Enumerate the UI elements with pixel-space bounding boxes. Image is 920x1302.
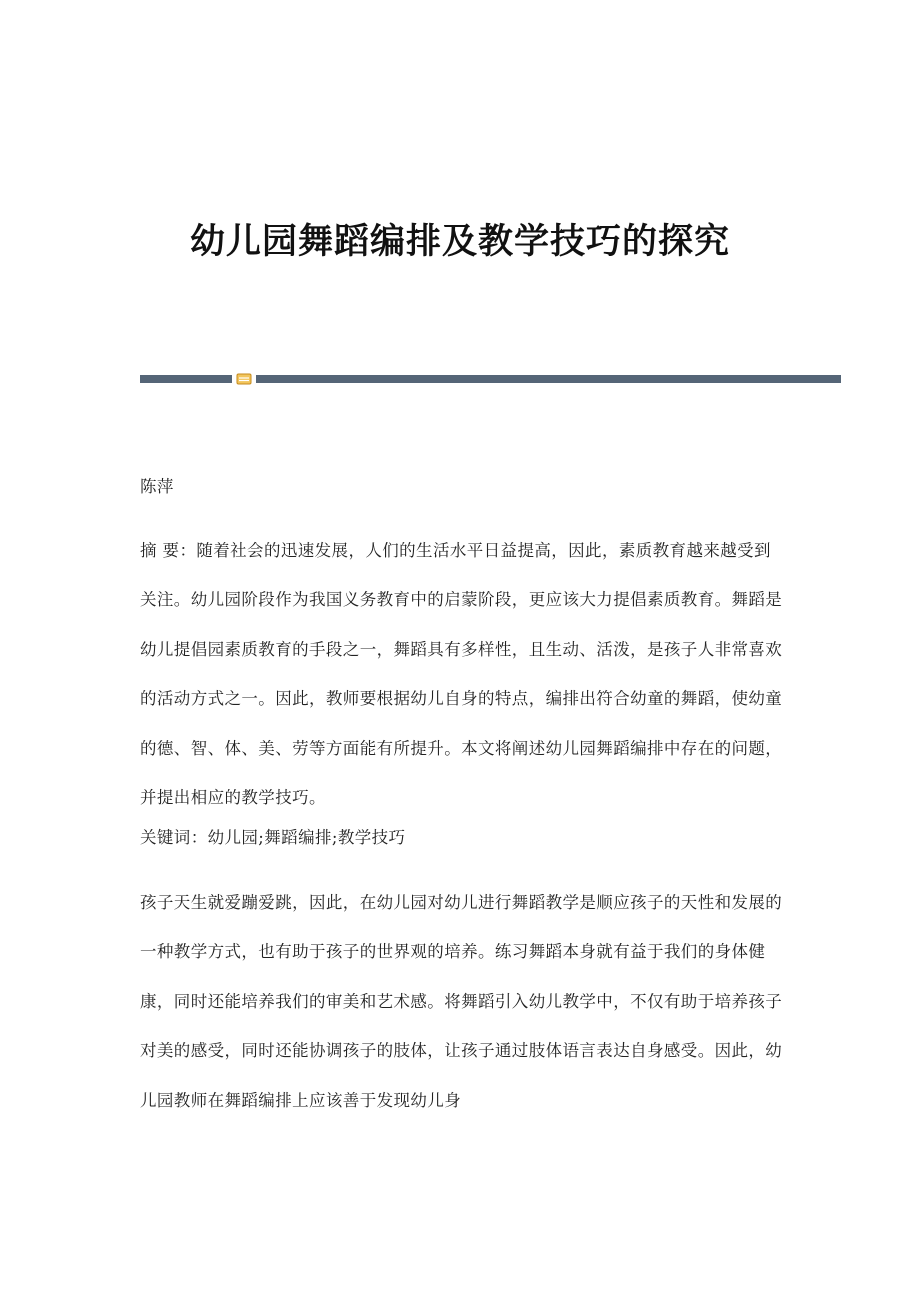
abstract-label: 摘 要： bbox=[140, 541, 197, 560]
envelope-icon bbox=[236, 373, 252, 385]
abstract-paragraph bbox=[140, 526, 785, 822]
divider-rule-right bbox=[256, 375, 841, 383]
keywords-text: 幼儿园;舞蹈编排;教学技巧 bbox=[207, 828, 406, 847]
keywords-line bbox=[140, 824, 785, 848]
intro-paragraph: 孩子天生就爱蹦爱跳，因此，在幼儿园对幼儿进行舞蹈教学是顺应孩子的天性和发展的一种教学方式，也有助于孩子的世界观的培养。练习舞蹈本身就有益于我们的身体健康，同时还能培养我们的审美和艺术感。将舞蹈引入幼儿教学中，不仅有助于培养孩子对美的感受，同时还能协调孩子的肢体，让孩子通过肢体语言表达自身感受。因此，幼儿园教师在舞蹈编排上应该善于发现幼儿身 bbox=[140, 893, 783, 1110]
divider-rule-left bbox=[140, 375, 232, 383]
document-title: 幼儿园舞蹈编排及教学技巧的探究 bbox=[189, 222, 730, 262]
keywords-label: 关键词： bbox=[140, 828, 208, 847]
author-name: 陈萍 bbox=[140, 477, 174, 496]
abstract-text: 随着社会的迅速发展，人们的生活水平日益提高，因此，素质教育越来越受到关注。幼儿园阶段作为我国义务教育中的启蒙阶段，更应该大力提倡素质教育。舞蹈是幼儿提倡园素质教育的手段之一，舞蹈具有多样性，且生动、活泼，是孩子人非常喜欢的活动方式之一。因此，教师要根据幼儿自身的特点，编排出符合幼童的舞蹈，使幼童的德、智、体、美、劳等方面能有所提升。本文将阐述幼儿园舞蹈编排中存在的问题，并提出相应的教学技巧。 bbox=[140, 541, 783, 808]
